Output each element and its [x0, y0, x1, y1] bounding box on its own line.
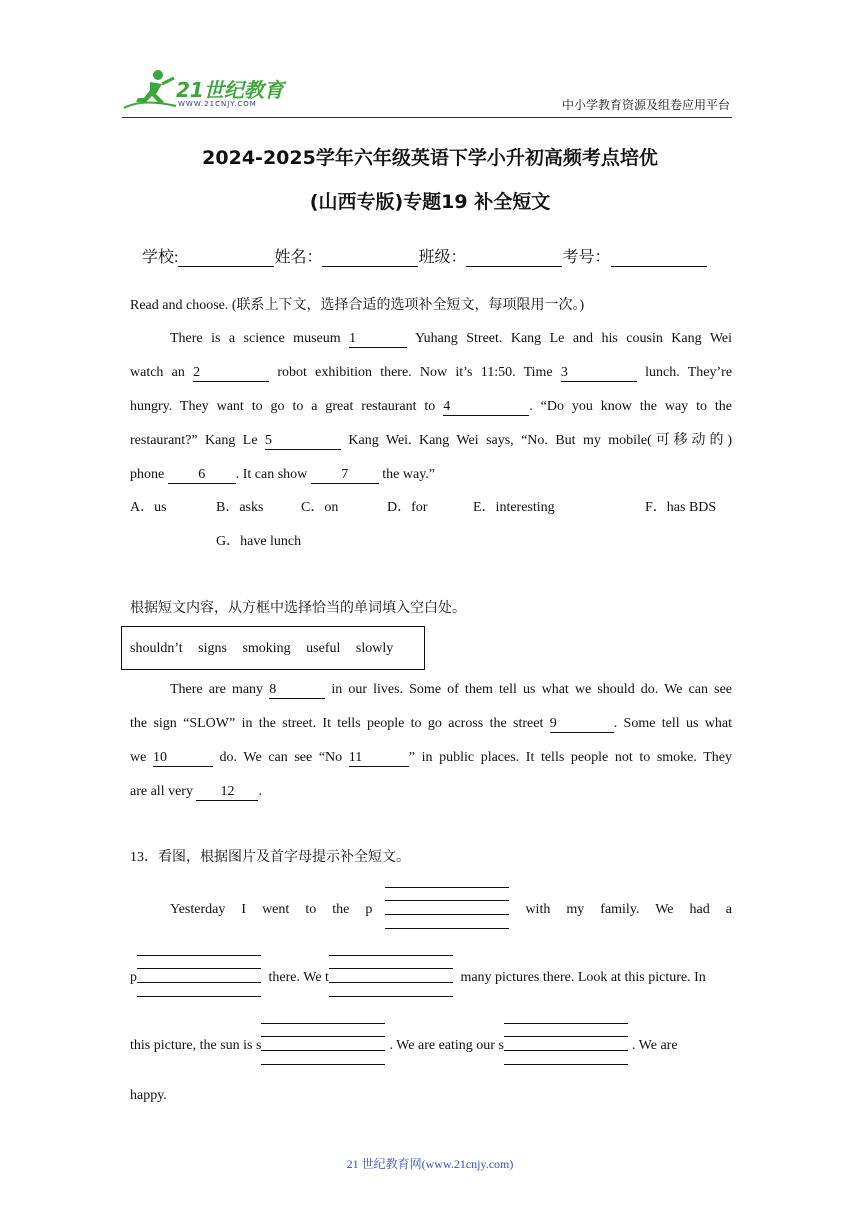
passage2-line: There are many 8 in our lives. Some of them tell us what we should do. We can see	[170, 682, 733, 697]
passage3-line: Yesterday I went to the p with my family. We had a	[170, 900, 732, 920]
blank-8[interactable]: 8	[269, 682, 325, 699]
blank-1[interactable]: 1	[349, 331, 407, 348]
platform-name: 中小学教育资源及组卷应用平台	[561, 98, 730, 112]
blank-12[interactable]: 12	[196, 784, 258, 801]
passage2-line: are all very 12 .	[130, 784, 262, 799]
class-field[interactable]	[466, 250, 562, 267]
name-label: 姓名：	[274, 249, 323, 266]
passage2-line: the sign “SLOW” in the street. It tells people to go across the street 9 . Some tell us what	[130, 716, 733, 731]
option-f[interactable]: F．has BDS	[645, 500, 717, 515]
section2-instruction: 根据短文内容，从方框中选择恰当的单词填入空白处。	[130, 601, 466, 616]
blank-9[interactable]: 9	[550, 716, 614, 733]
word-item: smoking	[242, 641, 291, 656]
blank-2[interactable]: 2	[193, 365, 269, 382]
option-d[interactable]: D．for	[387, 500, 428, 515]
answer-field-3[interactable]	[329, 968, 453, 988]
passage2-line: we 10 do. We can see “No 11 ” in public places. It tells people not to smoke. They	[130, 750, 732, 765]
word-item: signs	[198, 641, 227, 656]
passage1-line: phone 6 . It can show 7 the way.”	[130, 467, 435, 482]
blank-6[interactable]: 6	[168, 467, 236, 484]
option-g[interactable]: G．have lunch	[216, 534, 302, 549]
option-b[interactable]: B．asks	[216, 500, 264, 515]
passage1-line: restaurant?” Kang Le 5 Kang Wei. Kang Wei says, “No. But my mobile(可移动的)	[130, 433, 733, 448]
header-rule	[122, 117, 732, 118]
class-label: 班级：	[418, 249, 467, 266]
word-box	[121, 626, 425, 670]
option-c[interactable]: C．on	[301, 500, 339, 515]
answer-field-5[interactable]	[504, 1036, 628, 1056]
school-label: 学校:	[142, 249, 179, 266]
option-a[interactable]: A．us	[130, 500, 167, 515]
page-title: 2024-2025学年六年级英语下学小升初高频考点培优	[202, 147, 658, 169]
blank-4[interactable]: 4	[443, 399, 529, 416]
blank-7[interactable]: 7	[311, 467, 379, 484]
section1-instruction: Read and choose. (联系上下文，选择合适的选项补全短文，每项限用一次。)	[130, 298, 585, 313]
school-field[interactable]	[178, 250, 274, 267]
word-item: shouldn’t	[130, 641, 183, 656]
logo	[122, 68, 292, 114]
word-item: slowly	[355, 641, 394, 656]
logo-url: WWW.21CNJY.COM	[178, 100, 257, 108]
passage1-line: hungry. They want to go to a great restaurant to 4 . “Do you know the way to the	[130, 399, 732, 414]
runner-logo-icon	[122, 68, 180, 112]
answer-field-2[interactable]	[137, 968, 261, 988]
passage3-line: this picture, the sun is s . We are eating our s . We are	[130, 1036, 732, 1056]
page-subtitle: (山西专版)专题19 补全短文	[309, 191, 551, 213]
passage1-line: There is a science museum 1 Yuhang Street. Kang Le and his cousin Kang Wei	[170, 331, 733, 346]
passage1-line: watch an 2 robot exhibition there. Now it’s 11:50. Time 3 lunch. They’re	[130, 365, 733, 380]
blank-3[interactable]: 3	[561, 365, 637, 382]
logo-text: 21世纪教育	[176, 78, 284, 102]
word-item: useful	[306, 641, 341, 656]
passage3-line: p there. We t many pictures there. Look at this picture. In	[130, 968, 732, 988]
number-field[interactable]	[611, 250, 707, 267]
name-field[interactable]	[322, 250, 418, 267]
blank-5[interactable]: 5	[265, 433, 341, 450]
passage3-line: happy.	[130, 1088, 167, 1103]
section3-instruction: 13．看图，根据图片及首字母提示补全短文。	[130, 850, 410, 865]
answer-field-1[interactable]	[385, 900, 509, 920]
info-line	[142, 244, 707, 267]
footer-link[interactable]: 21 世纪教育网(www.21cnjy.com)	[346, 1157, 514, 1171]
option-e[interactable]: E．interesting	[473, 500, 555, 515]
number-label: 考号：	[562, 249, 611, 266]
blank-11[interactable]: 11	[349, 750, 409, 767]
answer-field-4[interactable]	[261, 1036, 385, 1056]
blank-10[interactable]: 10	[153, 750, 213, 767]
